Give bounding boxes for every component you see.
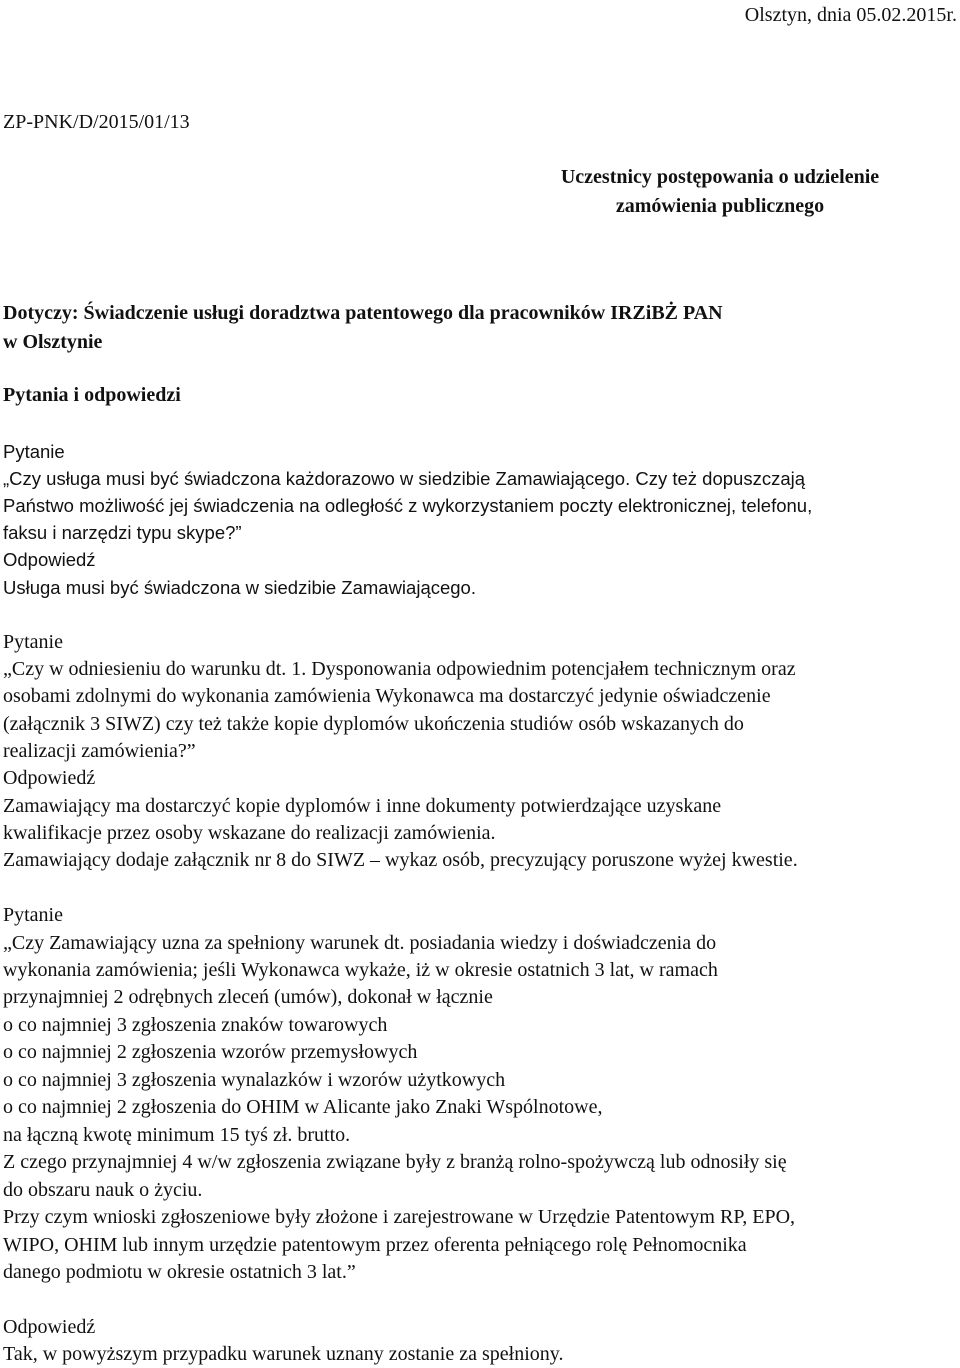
answer-label: Odpowiedź [3, 767, 96, 789]
question-text-line: WIPO, OHIM lub innym urzędzie patentowym przez oferenta pełniącego rolę Pełnomocnika [3, 1234, 747, 1256]
subject-line: Dotyczy: Świadczenie usługi doradztwa patentowego dla pracowników IRZiBŻ PAN [3, 302, 723, 324]
question-list-item: o co najmniej 3 zgłoszenia znaków towarowych [3, 1014, 388, 1036]
place-date: Olsztyn, dnia 05.02.2015r. [744, 4, 957, 26]
question-text-line: osobami zdolnymi do wykonania zamówienia Wykonawca ma dostarczyć jedynie oświadczenie [3, 685, 771, 707]
answer-text-line: kwalifikacje przez osoby wskazane do realizacji zamówienia. [3, 822, 496, 844]
answer-label: Odpowiedź [3, 549, 96, 570]
answer-text-line: Zamawiający dodaje załącznik nr 8 do SIWZ – wykaz osób, precyzujący poruszone wyżej kwestie. [3, 849, 798, 871]
answer-text-line: Usługa musi być świadczona w siedzibie Zamawiającego. [3, 577, 476, 598]
question-text-line: danego podmiotu w okresie ostatnich 3 lat.” [3, 1261, 356, 1283]
question-label: Pytanie [3, 631, 63, 653]
addressee-line: zamówienia publicznego [615, 195, 825, 217]
question-text-line: realizacji zamówienia?” [3, 740, 196, 762]
reference-number: ZP-PNK/D/2015/01/13 [3, 111, 190, 133]
section-title: Pytania i odpowiedzi [3, 384, 181, 406]
question-text-line: na łączną kwotę minimum 15 tyś zł. brutto. [3, 1124, 351, 1146]
question-text-line: „Czy w odniesieniu do warunku dt. 1. Dysponowania odpowiednim potencjałem technicznym oraz [3, 658, 796, 680]
question-text-line: Z czego przynajmniej 4 w/w zgłoszenia związane były z branżą rolno-spożywczą lub odnosiły się [3, 1151, 787, 1173]
question-list-item: o co najmniej 2 zgłoszenia do OHIM w Alicante jako Znaki Wspólnotowe, [3, 1096, 603, 1118]
answer-label: Odpowiedź [3, 1316, 96, 1338]
answer-text-line: Zamawiający ma dostarczyć kopie dyplomów i inne dokumenty potwierdzające uzyskane [3, 795, 722, 817]
question-text-line: „Czy Zamawiający uzna za spełniony warunek dt. posiadania wiedzy i doświadczenia do [3, 932, 717, 954]
question-text-line: wykonania zamówienia; jeśli Wykonawca wykaże, iż w okresie ostatnich 3 lat, w ramach [3, 959, 718, 981]
question-text-line: Państwo możliwość jej świadczenia na odległość z wykorzystaniem poczty elektronicznej, telefonu, [3, 495, 813, 516]
question-text-line: przynajmniej 2 odrębnych zleceń (umów), dokonał w łącznie [3, 986, 493, 1008]
question-list-item: o co najmniej 3 zgłoszenia wynalazków i wzorów użytkowych [3, 1069, 506, 1091]
question-text-line: do obszaru nauk o życiu. [3, 1179, 203, 1201]
question-text-line: „Czy usługa musi być świadczona każdorazowo w siedzibie Zamawiającego. Czy też dopuszczają [3, 468, 806, 489]
addressee [480, 163, 960, 221]
question-label: Pytanie [3, 441, 65, 462]
question-text-line: faksu i narzędzi typu skype?” [3, 522, 242, 543]
addressee-line: Uczestnicy postępowania o udzielenie [560, 166, 880, 188]
question-text-line: (załącznik 3 SIWZ) czy też także kopie dyplomów ukończenia studiów osób wskazanych do [3, 713, 744, 735]
answer-text-line: Tak, w powyższym przypadku warunek uznany zostanie za spełniony. [3, 1343, 564, 1365]
subject-line: w Olsztynie [3, 331, 103, 353]
question-label: Pytanie [3, 904, 63, 926]
question-text-line: Przy czym wnioski zgłoszeniowe były złożone i zarejestrowane w Urzędzie Patentowym RP, EPO, [3, 1206, 796, 1228]
question-list-item: o co najmniej 2 zgłoszenia wzorów przemysłowych [3, 1041, 418, 1063]
